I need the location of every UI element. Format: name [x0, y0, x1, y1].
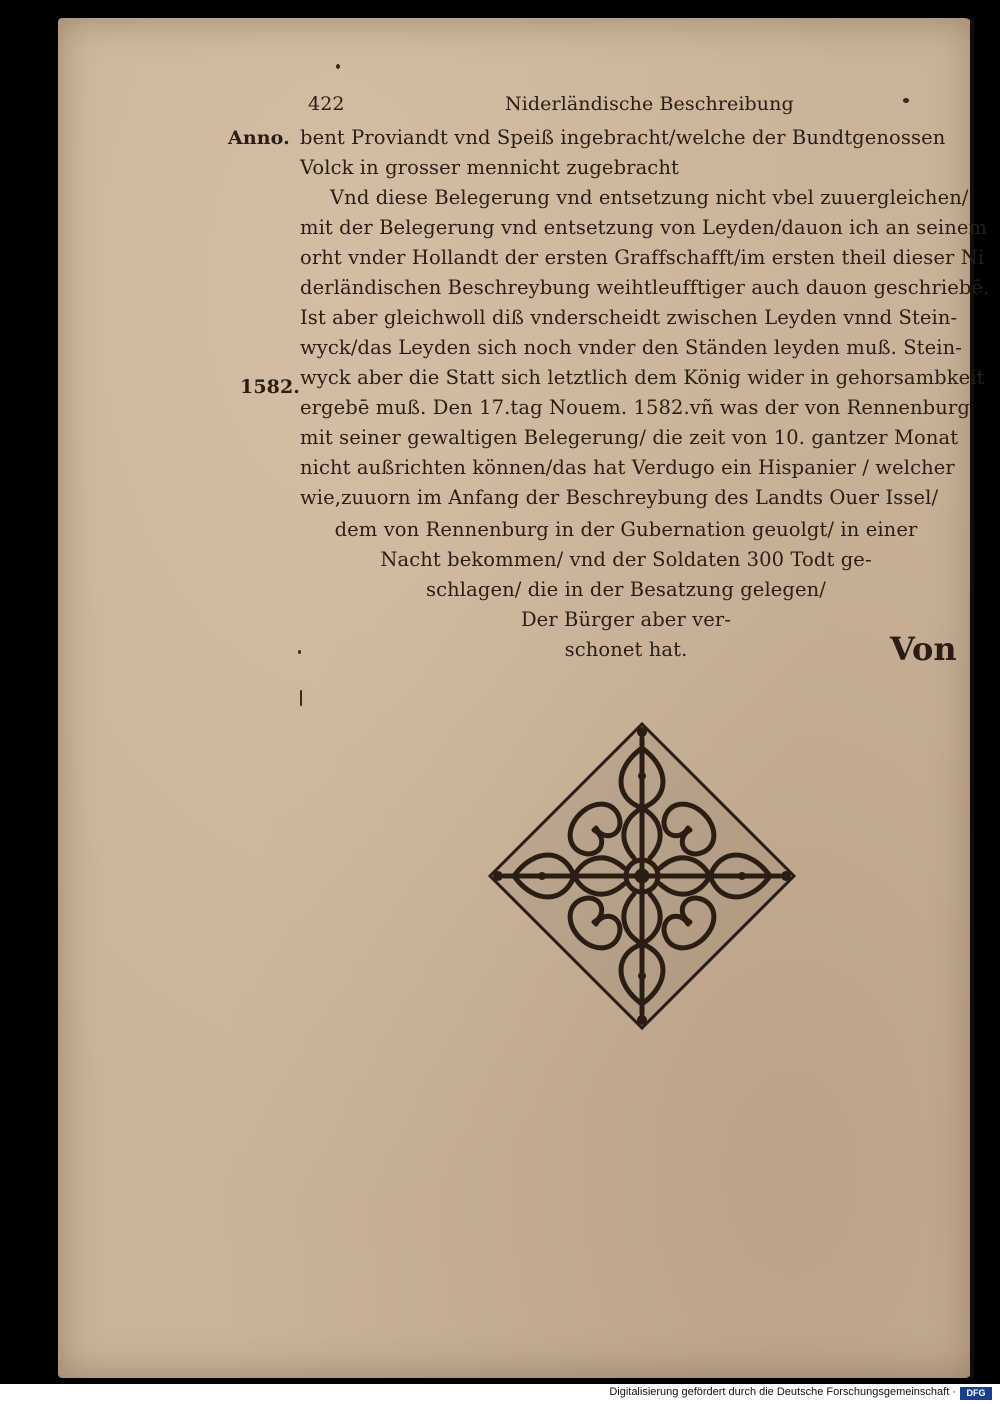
- footer-bar: [0, 1384, 1000, 1404]
- body-line: derländischen Beschreybung weihtleufftiger auch dauon geschriebē.: [300, 276, 990, 299]
- margin-note-year: 1582.: [240, 376, 300, 398]
- centered-line: Nacht bekommen/ vnd der Soldaten 300 Todt ge-: [380, 548, 872, 571]
- dfg-logo-icon: DFG: [960, 1387, 992, 1400]
- dust-speck: [903, 98, 909, 103]
- centered-line: Der Bürger aber ver-: [520, 608, 732, 631]
- body-line: bent Proviandt vnd Speiß ingebracht/welche der Bundtgenossen: [300, 126, 946, 149]
- centered-line: schonet hat.: [564, 638, 688, 661]
- body-line: Volck in grosser mennicht zugebracht: [300, 156, 679, 179]
- body-line: Vnd diese Belegerung vnd entsetzung nicht vbel zuuergleichen/: [330, 186, 969, 209]
- catchword: Von: [890, 630, 957, 668]
- body-line: wyck/das Leyden sich noch vnder den Ständen leyden muß. Stein-: [300, 336, 962, 359]
- footer-credit: Digitalisierung gefördert durch die Deutsche Forschungsgemeinschaft ·: [609, 1386, 956, 1398]
- margin-note-anno: Anno.: [228, 127, 290, 149]
- dust-speck: [300, 690, 302, 706]
- body-line: nicht außrichten können/das hat Verdugo ein Hispanier / welcher: [300, 456, 955, 479]
- body-line: Ist aber gleichwoll diß vnderscheidt zwischen Leyden vnnd Stein-: [300, 306, 958, 329]
- diamond-arabesque-ornament-icon: [484, 718, 800, 1034]
- body-line: ergebē muß. Den 17.tag Nouem. 1582.vñ was der von Rennenburg: [300, 396, 970, 419]
- body-line: orht vnder Hollandt der ersten Graffschafft/im ersten theil dieser Ni: [300, 246, 985, 269]
- centered-line: dem von Rennenburg in der Gubernation geuolgt/ in einer: [334, 518, 918, 541]
- body-line: mit seiner gewaltigen Belegerung/ die zeit von 10. gantzer Monat: [300, 426, 959, 449]
- page-number: 422: [308, 93, 345, 115]
- centered-line: schlagen/ die in der Besatzung gelegen/: [426, 578, 826, 601]
- body-line: wie,zuuorn im Anfang der Beschreybung des Landts Ouer Issel/: [300, 486, 939, 509]
- running-head-title: Niderländische Beschreibung: [505, 93, 794, 115]
- body-line: wyck aber die Statt sich letztlich dem König wider in gehorsambkeit: [300, 366, 985, 389]
- dust-speck: [336, 64, 340, 69]
- body-line: mit der Belegerung vnd entsetzung von Leyden/dauon ich an seinem: [300, 216, 988, 239]
